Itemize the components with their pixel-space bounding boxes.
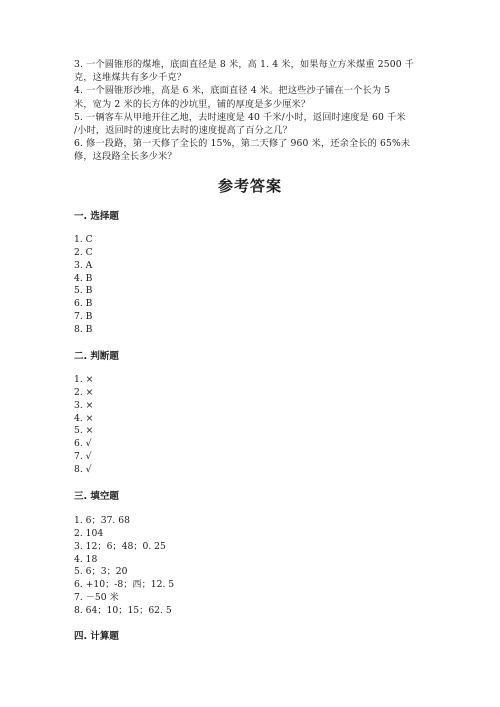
section-heading-fill-blank: 三. 填空题 (74, 491, 119, 502)
answer-item: 4. B (74, 272, 93, 284)
answer-item: 2. C (74, 246, 93, 258)
answer-item: 7. √ (74, 451, 92, 463)
problem-line: 米，宽为 2 米的长方体的沙坑里，铺的厚度是多少厘米？ (74, 98, 311, 110)
answer-item: 2. 104 (74, 527, 104, 539)
answer-item: 5. 6；3；20 (74, 566, 128, 578)
answer-item: 7. －50 米 (74, 592, 119, 604)
answer-item: 8. 64；10；15；62. 5 (74, 604, 172, 616)
answers-title: 参考答案 (217, 177, 282, 195)
answer-item: 3. × (74, 399, 94, 411)
section-heading-calculation: 四. 计算题 (74, 631, 119, 642)
answer-item: 6. √ (74, 438, 92, 450)
section-heading-judgment: 二. 判断题 (74, 351, 119, 362)
problem-line: 3. 一个圆锥形的煤堆，底面直径是 8 米，高 1. 4 米，如果每立方米煤重 2500 千 (74, 59, 415, 70)
answer-list-fill-blank (74, 515, 174, 618)
section-heading-choice: 一. 选择题 (74, 211, 119, 222)
problem-line: 4. 一个圆锥形沙堆，高是 6 米，底面直径 4 米。把这些沙子铺在一个长为 5 (74, 85, 391, 97)
answer-item: 6. +10；-8；西；12. 5 (74, 579, 175, 591)
problem-line: 修，这段路全长多少米？ (74, 151, 177, 163)
problem-line: /小时，返回时的速度比去时的速度提高了百分之几？ (74, 125, 293, 137)
word-problems (74, 58, 436, 164)
answer-item: 4. 18 (74, 553, 98, 565)
problem-line: 6. 修一段路，第一天修了全长的 15%，第二天修了 960 米，还余全长的 65%未 (74, 138, 411, 150)
answer-item: 2. × (74, 386, 94, 398)
answer-item: 6. B (74, 298, 93, 310)
answer-item: 3. A (74, 259, 93, 271)
answer-item: 1. C (74, 234, 93, 245)
answer-item: 8. B (74, 323, 93, 335)
problem-line: 克，这堆煤共有多少千克？ (74, 72, 187, 84)
answer-list-choice (74, 234, 93, 337)
answer-item: 4. × (74, 412, 94, 424)
answer-item: 3. 12；6；48；0. 25 (74, 540, 166, 552)
answer-item: 5. B (74, 285, 93, 297)
answer-item: 8. √ (74, 463, 92, 475)
answer-list-judgment (74, 374, 93, 477)
answer-item: 7. B (74, 311, 93, 323)
problem-line: 5. 一辆客车从甲地开往乙地，去时速度是 40 千米/小时，返回时速度是 60 千米 (74, 111, 406, 123)
answer-item: 5. × (74, 425, 94, 437)
answer-item: 1. × (74, 374, 94, 385)
answer-item: 1. 6；37. 68 (74, 515, 130, 526)
